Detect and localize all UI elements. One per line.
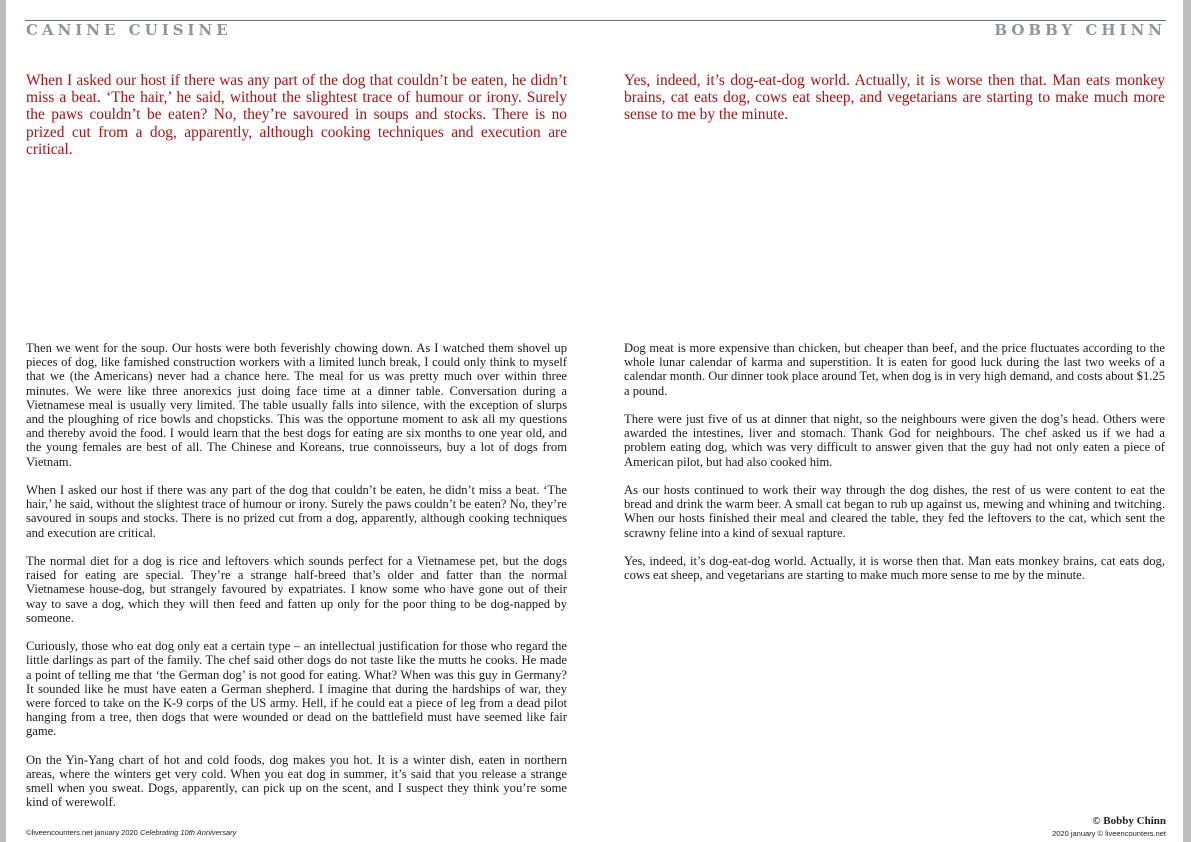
paragraph: The normal diet for a dog is rice and leftovers which sounds perfect for a Vietnamese pet, but the dogs raised for eating are special. They’re a strange half-breed that’s older and fatter than the normal Vietnamese house-dog, but strangely favoured by expatriates. I know some who have gone out of their way to save a dog, which they will then feed and fatten up only for the poor thing to be dog-napped by someone.	[26, 554, 567, 625]
body-column-right	[624, 341, 1165, 597]
paragraph: As our hosts continued to work their way through the dog dishes, the rest of us were content to eat the bread and drink the warm beer. A small cat began to rub up against us, mewing and whining and twitching. When our hosts finished their meal and cleared the table, they fed the leftovers to the cat, which sent the scrawny feline into a kind of sexual rapture.	[624, 483, 1165, 540]
author-header: BOBBY CHINN	[994, 21, 1166, 39]
page-edge-left	[0, 0, 6, 842]
paragraph: Dog meat is more expensive than chicken, but cheaper than beef, and the price fluctuates according to the whole lunar calendar of karma and superstition. It is eaten for good luck during the last two weeks of a calendar month. Our dinner took place around Tet, when dog is in very high demand, and costs about $1.25 a pound.	[624, 341, 1165, 398]
paragraph: When I asked our host if there was any part of the dog that couldn’t be eaten, he didn’t miss a beat. ‘The hair,’ he said, without the slightest trace of humour or irony. Surely the paws couldn’t be eaten? No, they’re savoured in soups and stocks. There is no prized cut from a dog, apparently, although cooking techniques and execution are critical.	[26, 483, 567, 540]
pullquote-left: When I asked our host if there was any part of the dog that couldn’t be eaten, he didn’t miss a beat. ‘The hair,’ he said, without the slightest trace of humour or irony. Surely the paws couldn’t be eaten? No, they’re savoured in soups and stocks. There is no prized cut from a dog, apparently, although cooking techniques and execution are critical.	[26, 72, 567, 158]
page-edge-right	[1183, 0, 1191, 842]
paragraph: Curiously, those who eat dog only eat a certain type – an intellectual justification for those who regard the little darlings as part of the family. The chef said other dogs do not taste like the mutts he cooks. He made a point of telling me that ‘the German dog’ is not good for eating. What? When was this guy in Germany? It sounded like he must have eaten a German shepherd. I imagine that during the hardships of war, they were forced to take on the K-9 corps of the US army. Hell, if he could eat a piece of leg from a dead pilot hanging from a tree, then dogs that were wounded or dead on the battlefield must have seemed like fair game.	[26, 639, 567, 739]
pullquote-right: Yes, indeed, it’s dog-eat-dog world. Actually, it is worse then that. Man eats monkey brains, cat eats dog, cows eat sheep, and vegetarians are starting to make much more sense to me by the minute.	[624, 72, 1165, 124]
footer-left-text: ©liveencounters.net january 2020	[26, 828, 140, 837]
footer-right: 2020 january © liveencounters.net	[1052, 829, 1166, 838]
body-column-left	[26, 341, 567, 824]
paragraph: Then we went for the soup. Our hosts were both feverishly chowing down. As I watched them shovel up pieces of dog, like famished construction workers with a limited lunch break, I could only think to myself that we (the Americans) never had a chance here. The meal for us was pretty much over within three minutes. We were like three anorexics just doing face time at a dinner table. Conversation during a Vietnamese meal is usually very limited. The table usually falls into silence, with the exception of slurps and the ploughing of rice bowls and chopsticks. This was the opportune moment to ask all my questions and thereby avoid the food. I would learn that the best dogs for eating are six months to one year old, and the young females are best of all. The Chinese and Koreans, true connoisseurs, buy a lot of dogs from Vietnam.	[26, 341, 567, 469]
footer-left	[26, 828, 236, 837]
section-title: CANINE CUISINE	[26, 21, 232, 39]
footer-left-italic: Celebrating 10th Anniversary	[139, 828, 237, 837]
paragraph: There were just five of us at dinner that night, so the neighbours were given the dog’s head. Others were awarded the intestines, liver and stomach. Thank God for neighbours. The chef asked us if we had a problem eating dog, which was very difficult to answer given that the guy had not only eaten a piece of American pilot, but had also cooked him.	[624, 412, 1165, 469]
paragraph: On the Yin-Yang chart of hot and cold foods, dog makes you hot. It is a winter dish, eaten in northern areas, where the winters get very cold. When you eat dog in summer, it’s said that you release a strange smell when you sweat. Dogs, apparently, can pick up on the scent, and I suspect they think you’re some kind of werewolf.	[26, 752, 567, 810]
paragraph: Yes, indeed, it’s dog-eat-dog world. Actually, it is worse then that. Man eats monkey brains, cat eats dog, cows eat sheep, and vegetarians are starting to make much more sense to me by the minute.	[624, 554, 1165, 583]
byline: © Bobby Chinn	[1092, 815, 1166, 827]
